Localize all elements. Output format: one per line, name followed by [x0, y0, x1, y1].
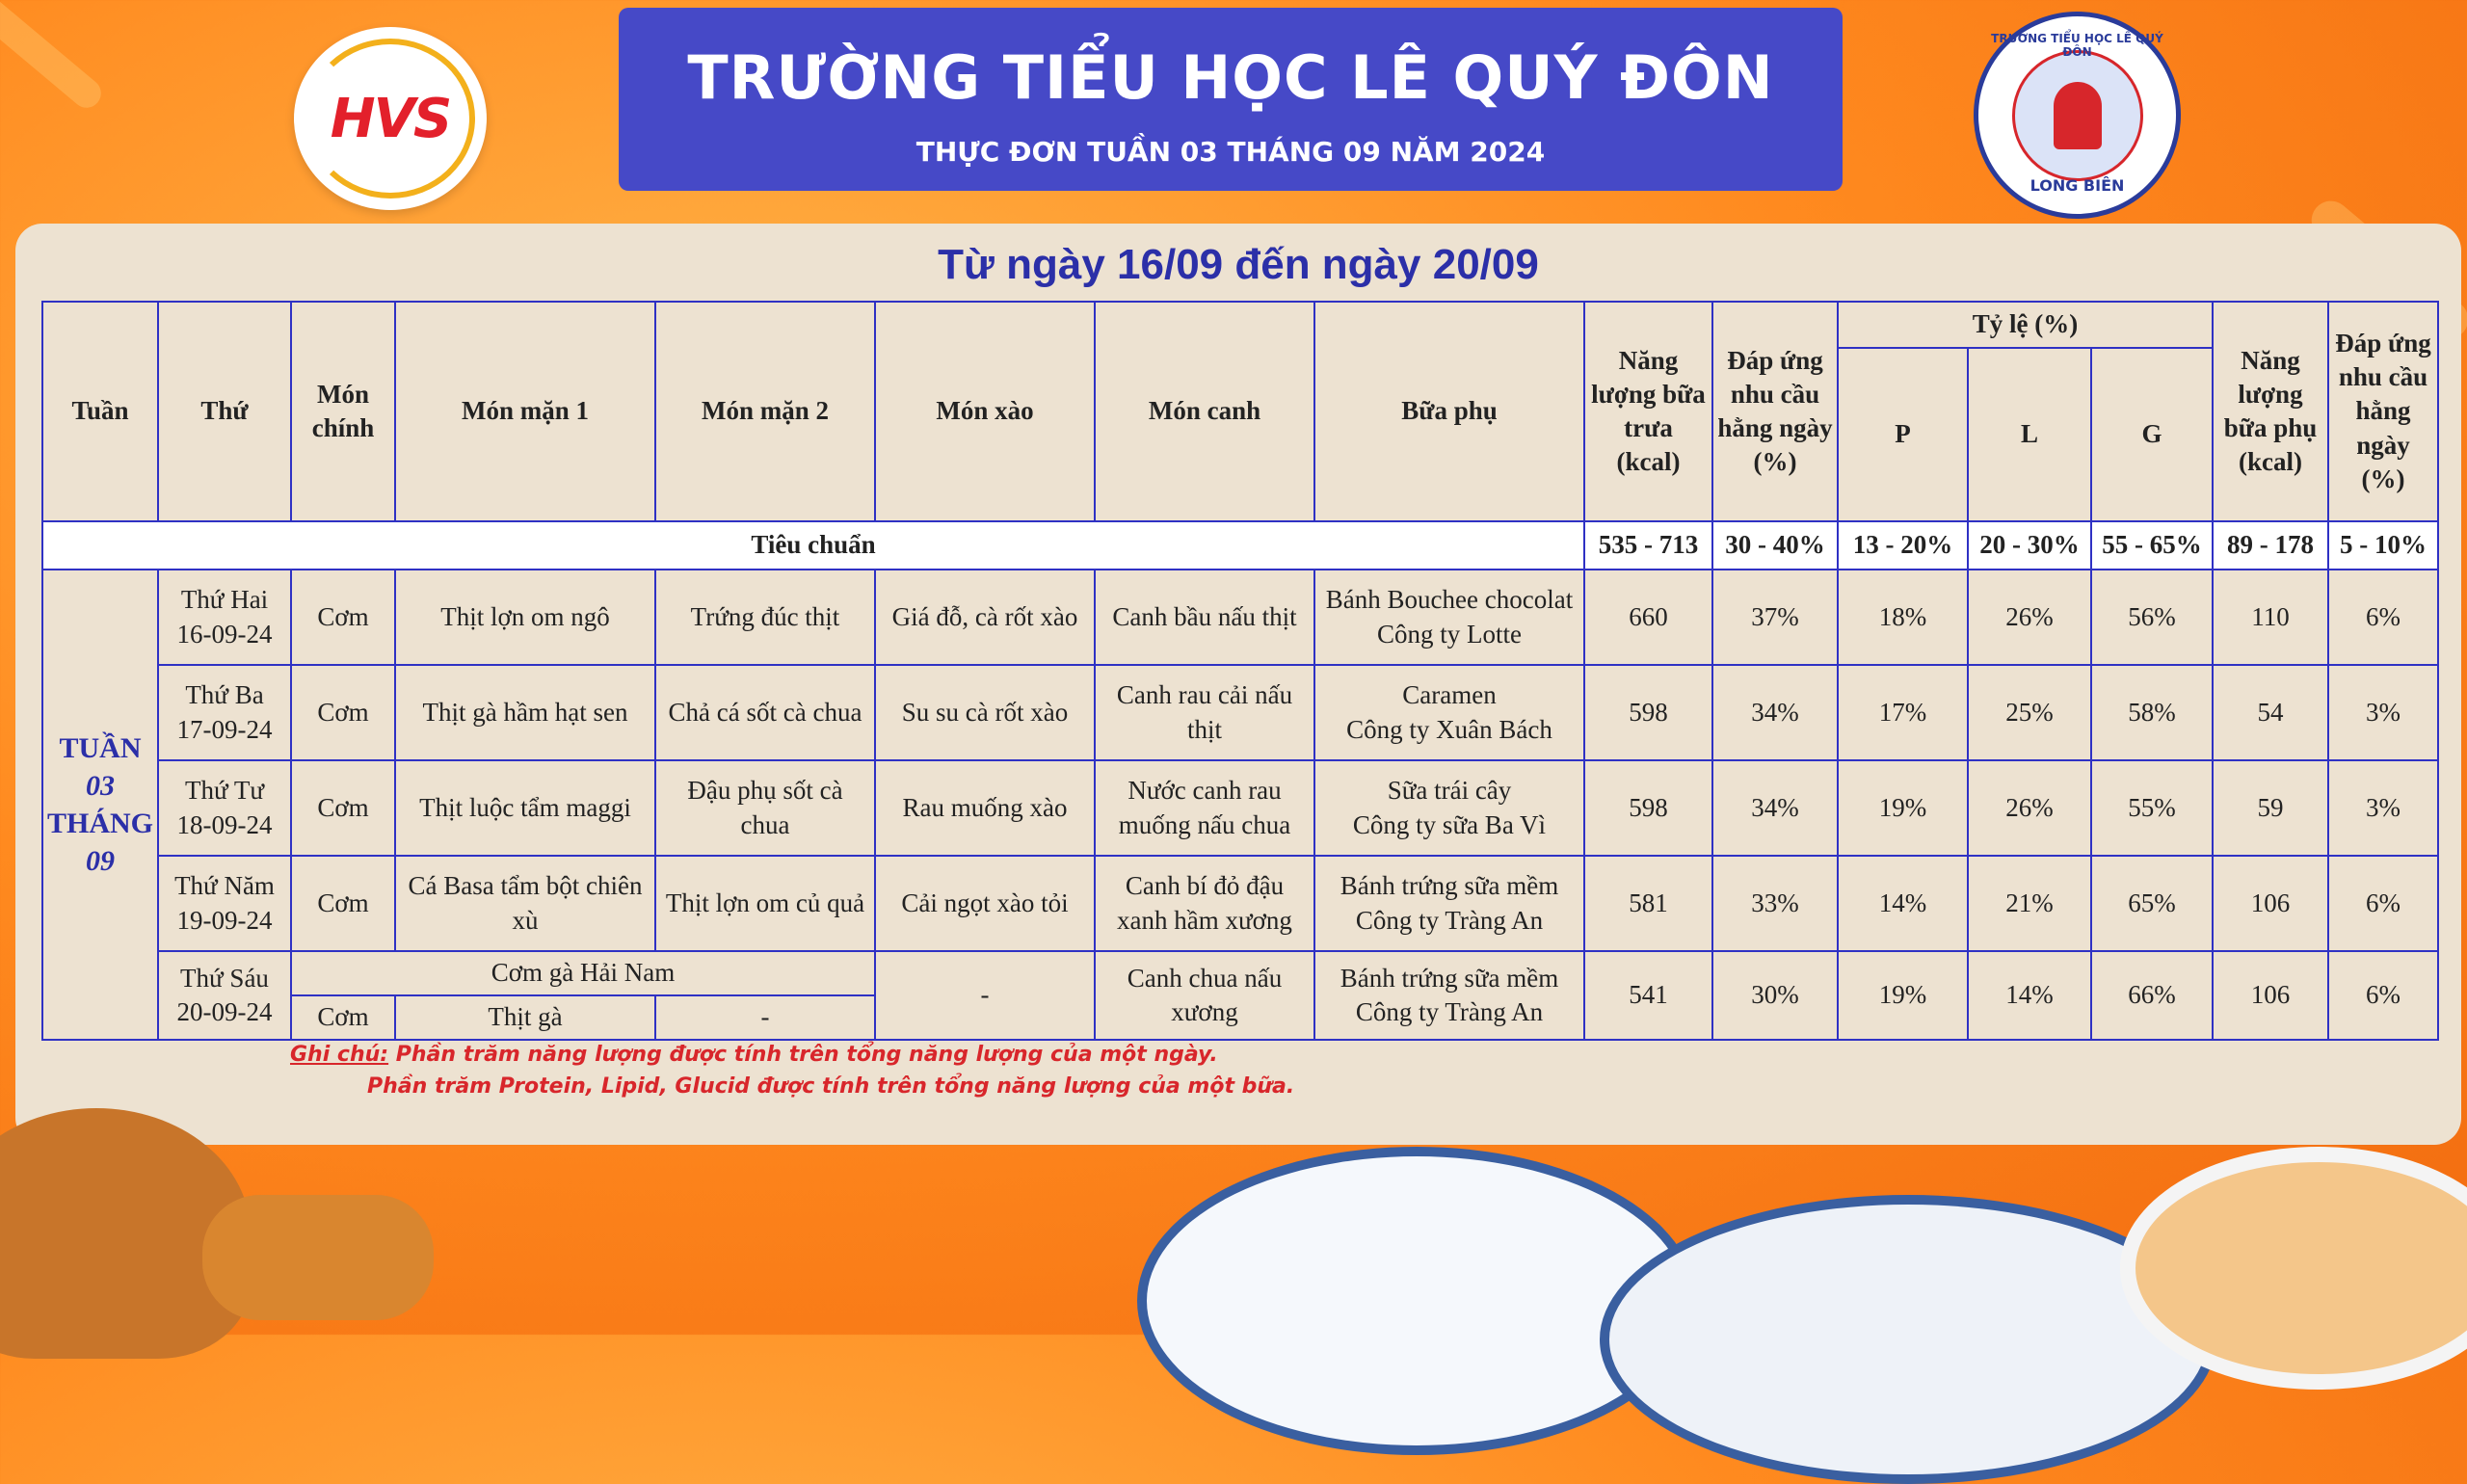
- day-name: Thứ Năm: [174, 871, 275, 901]
- ratio-p: 14%: [1838, 856, 1968, 951]
- savory-dish-1: Cá Basa tẩm bột chiên xù: [395, 856, 655, 951]
- savory-dish-1: Thịt luộc tẩm maggi: [395, 760, 655, 856]
- special-dish: Cơm gà Hải Nam: [291, 951, 875, 995]
- stir-fry-dish: Giá đỗ, cà rốt xào: [875, 570, 1095, 665]
- school-logo-bottom-text: LONG BIÊN: [2029, 176, 2125, 195]
- ratio-g: 65%: [2091, 856, 2213, 951]
- day-date: 20-09-24: [176, 997, 273, 1026]
- ratio-p: 17%: [1838, 665, 1968, 760]
- savory-dish-2: Thịt lợn om củ quả: [655, 856, 875, 951]
- snack-energy: 110: [2213, 570, 2328, 665]
- header-ty-le: Tỷ lệ (%): [1838, 302, 2213, 348]
- snack-name: Sữa trái cây: [1387, 776, 1512, 806]
- header-p: P: [1838, 348, 1968, 521]
- snack-cell: [1314, 665, 1584, 760]
- day-name: Thứ Ba: [185, 680, 264, 710]
- lunch-energy: 598: [1584, 665, 1712, 760]
- snack-cell: [1314, 951, 1584, 1040]
- savory-dish-2: Trứng đúc thịt: [655, 570, 875, 665]
- ratio-l: 26%: [1968, 760, 2091, 856]
- snack-name: Bánh Bouchee chocolat: [1325, 585, 1574, 615]
- standard-energy: 535 - 713: [1584, 521, 1712, 570]
- lunch-energy: 581: [1584, 856, 1712, 951]
- header-g: G: [2091, 348, 2213, 521]
- day-date: 16-09-24: [176, 619, 273, 649]
- day-date: 19-09-24: [176, 905, 273, 935]
- standard-p: 13 - 20%: [1838, 521, 1968, 570]
- snack-cell: [1314, 760, 1584, 856]
- ratio-g: 56%: [2091, 570, 2213, 665]
- ratio-p: 19%: [1838, 951, 1968, 1040]
- ratio-p: 18%: [1838, 570, 1968, 665]
- main-dish: Cơm: [291, 856, 395, 951]
- snack-energy: 106: [2213, 856, 2328, 951]
- snack-meet: 3%: [2328, 760, 2438, 856]
- ratio-l: 25%: [1968, 665, 2091, 760]
- standard-label: Tiêu chuẩn: [42, 521, 1584, 570]
- savory-dish-1: Thịt gà hầm hạt sen: [395, 665, 655, 760]
- header-mon-chinh: Món chính: [291, 302, 395, 521]
- snack-name: Bánh trứng sữa mềm: [1340, 871, 1559, 901]
- day-date: 17-09-24: [176, 714, 273, 744]
- header-l: L: [1968, 348, 2091, 521]
- soup-dish: Canh bầu nấu thịt: [1095, 570, 1314, 665]
- standard-row: [42, 521, 2438, 570]
- date-range: Từ ngày 16/09 đến ngày 20/09: [938, 241, 1539, 288]
- snack-company: Công ty sữa Ba Vì: [1352, 809, 1547, 839]
- snack-company: Công ty Lotte: [1377, 619, 1522, 649]
- snack-cell: [1314, 570, 1584, 665]
- lunch-energy: 598: [1584, 760, 1712, 856]
- snack-company: Công ty Tràng An: [1355, 997, 1544, 1026]
- hvs-logo: [294, 27, 487, 210]
- hvs-logo-text: HVS: [330, 87, 451, 150]
- snack-energy: 54: [2213, 665, 2328, 760]
- ratio-l: 21%: [1968, 856, 2091, 951]
- snack-name: Bánh trứng sữa mềm: [1340, 963, 1559, 993]
- header-thu: Thứ: [158, 302, 291, 521]
- savory-dish-1: Thịt lợn om ngô: [395, 570, 655, 665]
- standard-meet: 30 - 40%: [1712, 521, 1838, 570]
- stir-fry-dish: Su su cà rốt xào: [875, 665, 1095, 760]
- snack-company: Công ty Tràng An: [1355, 905, 1544, 935]
- ratio-g: 66%: [2091, 951, 2213, 1040]
- header-dap-ung-phu: Đáp ứng nhu cầu hằng ngày (%): [2328, 302, 2438, 521]
- day-name: Thứ Tư: [184, 776, 264, 806]
- menu-title: THỰC ĐƠN TUẦN 03 THÁNG 09 NĂM 2024: [915, 136, 1546, 168]
- background-stripe: [0, 0, 107, 114]
- header-mon-man-1: Món mặn 1: [395, 302, 655, 521]
- main-dish: Cơm: [291, 570, 395, 665]
- day-cell: [158, 760, 291, 856]
- day-cell: [158, 856, 291, 951]
- day-date: 18-09-24: [176, 809, 273, 839]
- table-row: [42, 951, 2438, 995]
- table-row: [42, 665, 2438, 760]
- school-logo-top-text: TRƯỜNG TIỂU HỌC LÊ QUÝ ĐÔN: [1991, 32, 2163, 59]
- week-cell: [42, 570, 158, 1040]
- soup-dish: Canh rau cải nấu thịt: [1095, 665, 1314, 760]
- table-row: [42, 856, 2438, 951]
- header-nang-luong-trua: Năng lượng bữa trưa (kcal): [1584, 302, 1712, 521]
- lunch-meet: 34%: [1712, 760, 1838, 856]
- main-dish: Cơm: [291, 995, 395, 1040]
- day-cell: [158, 570, 291, 665]
- standard-snack-energy: 89 - 178: [2213, 521, 2328, 570]
- month-number: 09: [86, 845, 115, 877]
- standard-l: 20 - 30%: [1968, 521, 2091, 570]
- soup-dish: Nước canh rau muống nấu chua: [1095, 760, 1314, 856]
- stir-fry-dish: Cải ngọt xào tỏi: [875, 856, 1095, 951]
- notes-line-2: Phần trăm Protein, Lipid, Glucid được tính trên tổng năng lượng của một bữa.: [367, 1074, 1295, 1099]
- header-tuan: Tuần: [42, 302, 158, 521]
- lunch-energy: 541: [1584, 951, 1712, 1040]
- notes: [290, 1043, 1294, 1099]
- month-label: THÁNG: [47, 808, 154, 839]
- day-cell: [158, 665, 291, 760]
- ratio-g: 55%: [2091, 760, 2213, 856]
- soup-dish: Canh chua nấu xương: [1095, 951, 1314, 1040]
- table-row: [42, 760, 2438, 856]
- stir-fry-dish: Rau muống xào: [875, 760, 1095, 856]
- ratio-p: 19%: [1838, 760, 1968, 856]
- day-name: Thứ Hai: [180, 585, 269, 615]
- soup-dish: Canh bí đỏ đậu xanh hầm xương: [1095, 856, 1314, 951]
- snack-company: Công ty Xuân Bách: [1346, 714, 1552, 744]
- notes-line-1: Phần trăm năng lượng được tính trên tổng năng lượng của một ngày.: [395, 1043, 1218, 1067]
- hotdog-illustration: [202, 1195, 434, 1320]
- weekly-menu-table: [41, 301, 2439, 1041]
- header-mon-canh: Món canh: [1095, 302, 1314, 521]
- steak-plate: [1600, 1195, 2216, 1484]
- lunch-energy: 660: [1584, 570, 1712, 665]
- week-label: TUẦN: [59, 732, 142, 764]
- lunch-meet: 34%: [1712, 665, 1838, 760]
- snack-meet: 6%: [2328, 856, 2438, 951]
- school-logo: [1974, 12, 2181, 219]
- snack-energy: 59: [2213, 760, 2328, 856]
- week-number: 03: [86, 770, 115, 802]
- lunch-meet: 37%: [1712, 570, 1838, 665]
- day-cell: [158, 951, 291, 1040]
- table-row: [42, 570, 2438, 665]
- header-mon-man-2: Món mặn 2: [655, 302, 875, 521]
- ratio-l: 14%: [1968, 951, 2091, 1040]
- torch-emblem-icon: [2054, 82, 2102, 149]
- standard-snack-meet: 5 - 10%: [2328, 521, 2438, 570]
- menu-panel: [15, 224, 2461, 1145]
- school-name: TRƯỜNG TIỂU HỌC LÊ QUÝ ĐÔN: [687, 42, 1774, 113]
- header-dap-ung-trua: Đáp ứng nhu cầu hằng ngày (%): [1712, 302, 1838, 521]
- header-nang-luong-phu: Năng lượng bữa phụ (kcal): [2213, 302, 2328, 521]
- lunch-meet: 33%: [1712, 856, 1838, 951]
- savory-dish-2: -: [655, 995, 875, 1040]
- notes-label: Ghi chú:: [290, 1043, 389, 1067]
- snack-energy: 106: [2213, 951, 2328, 1040]
- ratio-l: 26%: [1968, 570, 2091, 665]
- day-name: Thứ Sáu: [180, 963, 269, 993]
- snack-name: Caramen: [1402, 680, 1497, 710]
- header-mon-xao: Món xào: [875, 302, 1095, 521]
- snack-meet: 6%: [2328, 951, 2438, 1040]
- ratio-g: 58%: [2091, 665, 2213, 760]
- savory-dish-2: Chả cá sốt cà chua: [655, 665, 875, 760]
- lunch-meet: 30%: [1712, 951, 1838, 1040]
- savory-dish-1: Thịt gà: [395, 995, 655, 1040]
- savory-dish-2: Đậu phụ sốt cà chua: [655, 760, 875, 856]
- snack-meet: 6%: [2328, 570, 2438, 665]
- stir-fry-dish: -: [875, 951, 1095, 1040]
- snack-cell: [1314, 856, 1584, 951]
- standard-g: 55 - 65%: [2091, 521, 2213, 570]
- main-dish: Cơm: [291, 665, 395, 760]
- title-banner: [619, 8, 1843, 191]
- main-dish: Cơm: [291, 760, 395, 856]
- header-bua-phu: Bữa phụ: [1314, 302, 1584, 521]
- snack-meet: 3%: [2328, 665, 2438, 760]
